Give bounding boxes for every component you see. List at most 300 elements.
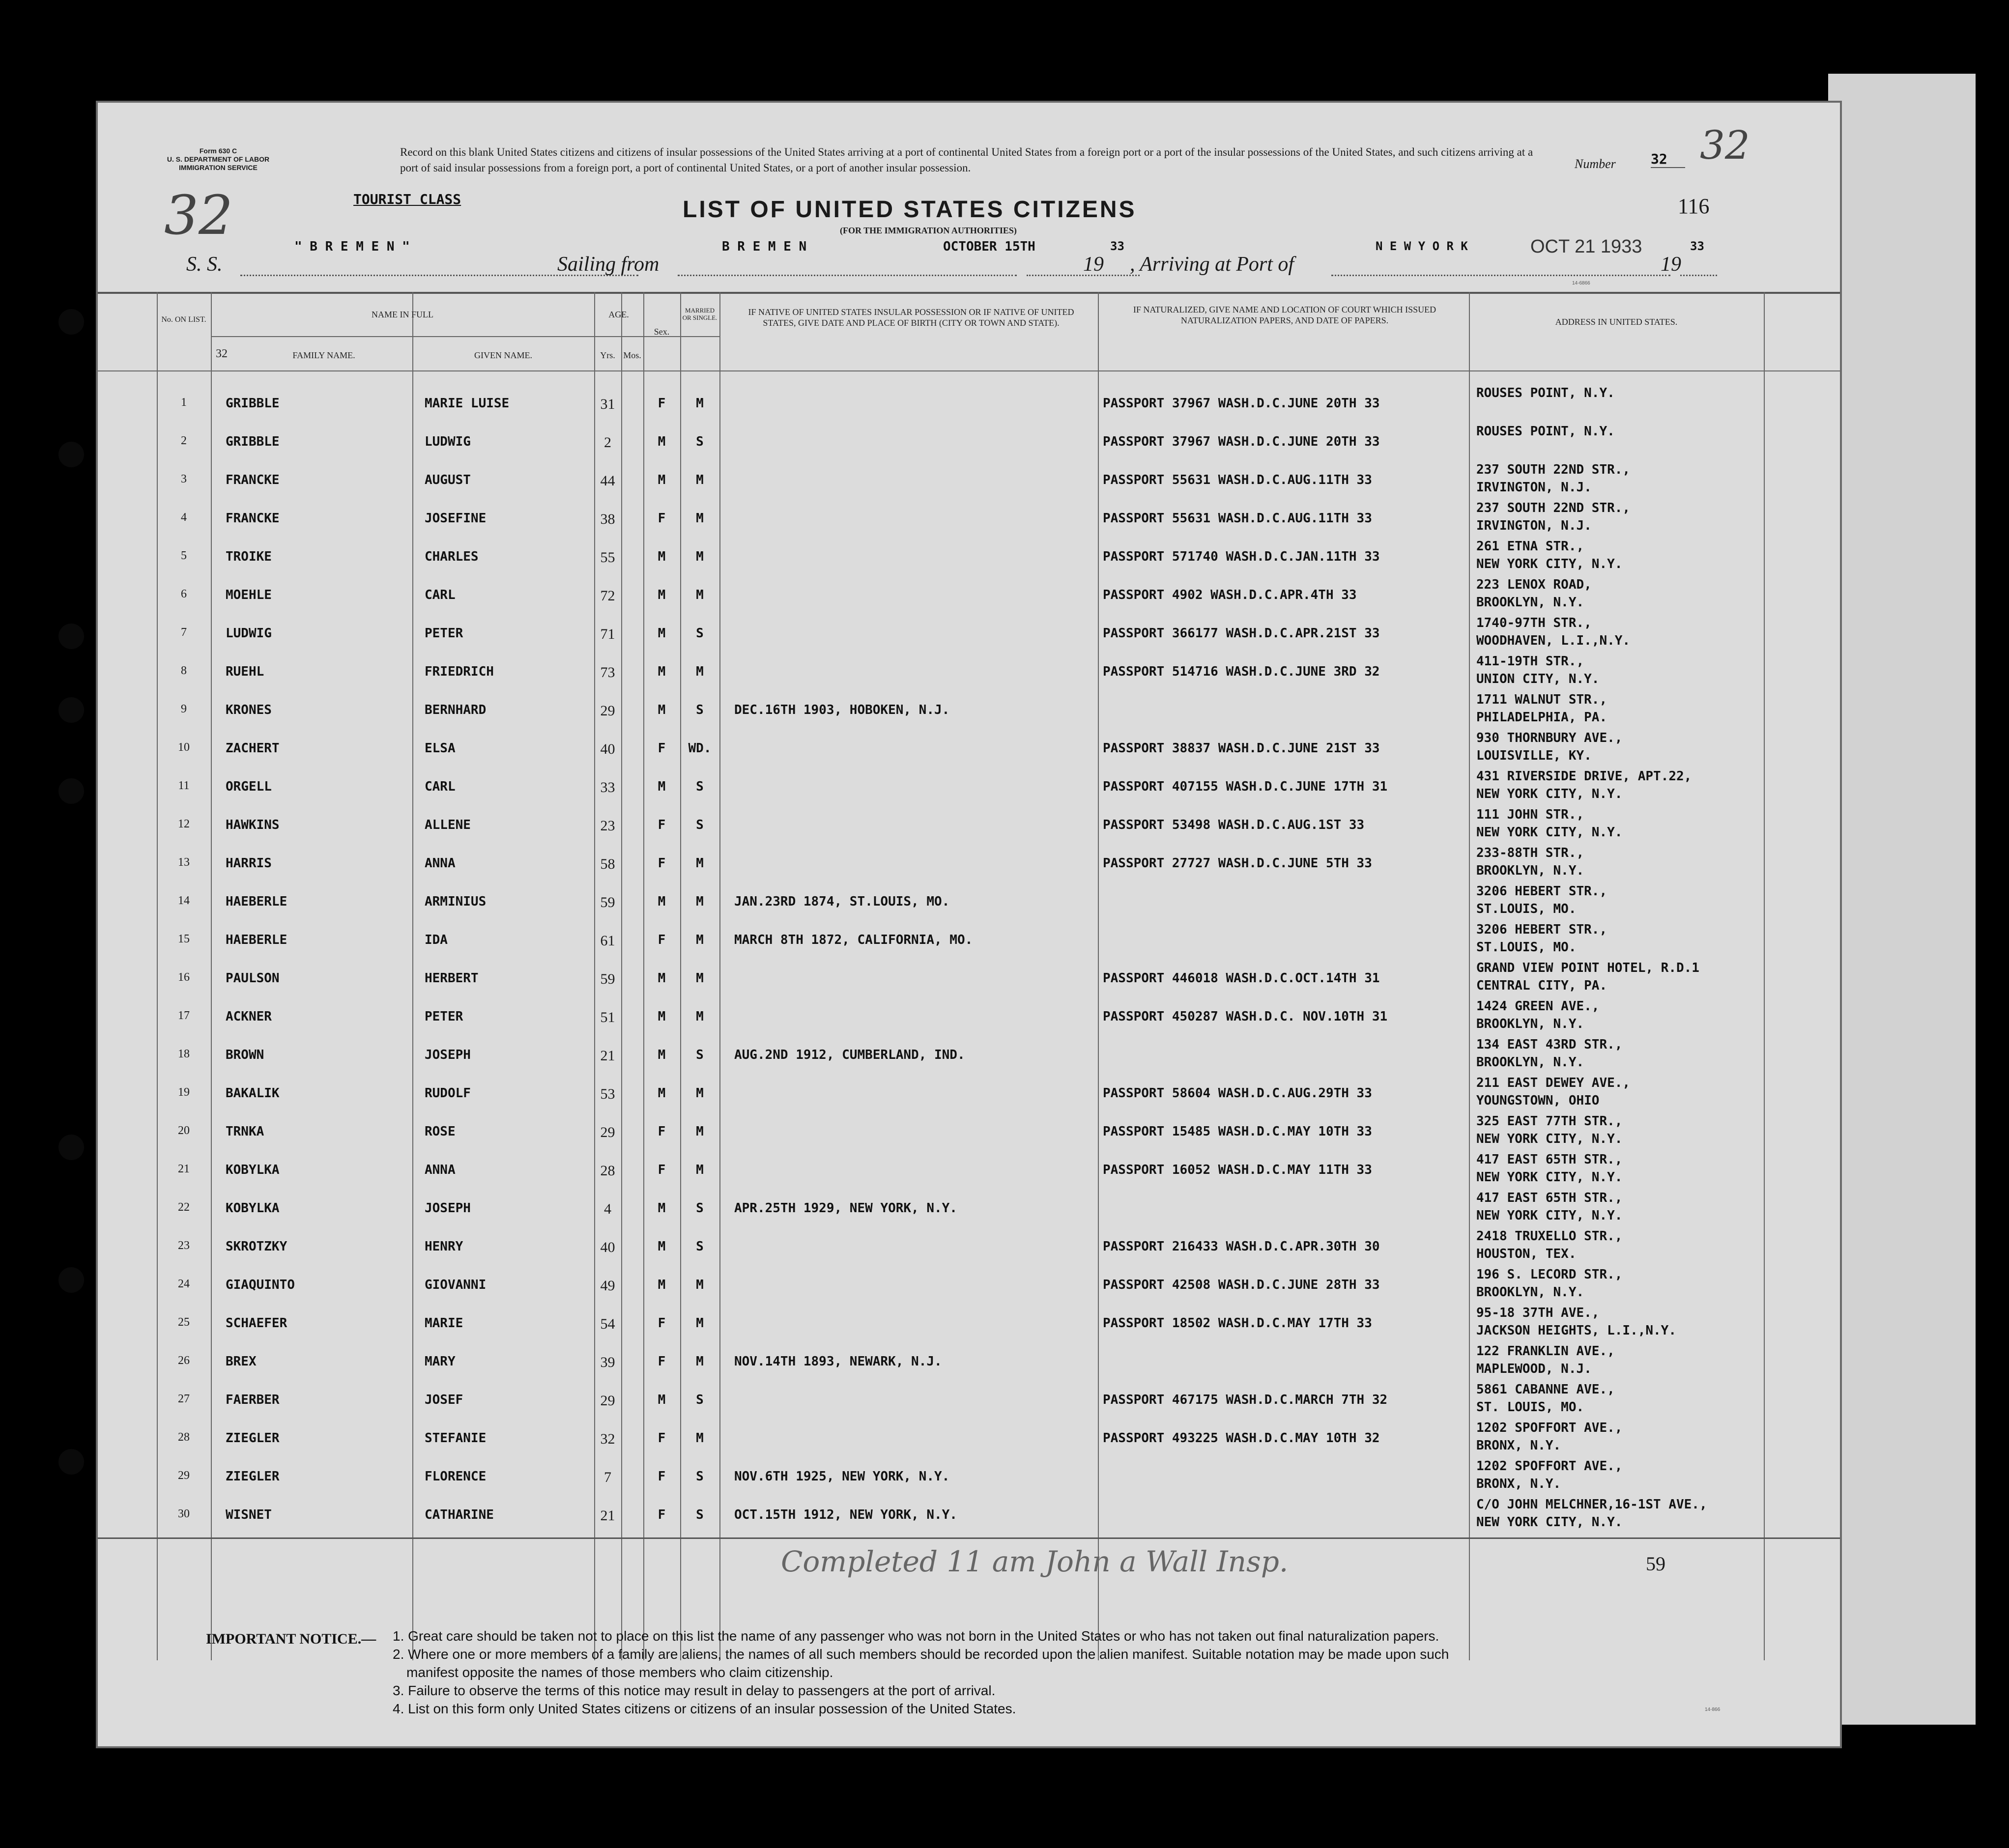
- naturalization-info: PASSPORT 53498 WASH.D.C.AUG.1ST 33: [1103, 818, 1365, 832]
- naturalization-info: PASSPORT 37967 WASH.D.C.JUNE 20TH 33: [1103, 434, 1380, 449]
- arrival-port-line: [1331, 275, 1670, 276]
- notice-1: 1. Great care should be taken not to place on this list the name of any passenger who was not born in the United States or who has not taken out final naturalization papers.: [393, 1628, 1439, 1644]
- family-name: BAKALIK: [226, 1086, 280, 1101]
- given-name: JOSEPH: [425, 1048, 471, 1062]
- address-line-2: WOODHAVEN, L.I.,N.Y.: [1476, 633, 1631, 648]
- birth-info: APR.25TH 1929, NEW YORK, N.Y.: [734, 1201, 957, 1216]
- given-name: ARMINIUS: [425, 894, 487, 909]
- naturalization-info: PASSPORT 407155 WASH.D.C.JUNE 17TH 31: [1103, 779, 1388, 794]
- sex: M: [658, 779, 666, 794]
- address-line-1: 134 EAST 43RD STR.,: [1476, 1037, 1623, 1052]
- address-line-1: 233-88TH STR.,: [1476, 846, 1584, 860]
- sex: F: [658, 1469, 666, 1484]
- arrival-date-stamp: OCT 21 1933: [1530, 236, 1642, 257]
- family-name: KOBYLKA: [226, 1201, 280, 1216]
- marital-status: M: [696, 473, 704, 487]
- marital-status: M: [696, 971, 704, 986]
- address-line-1: 211 EAST DEWEY AVE.,: [1476, 1076, 1631, 1090]
- given-name: IDA: [425, 933, 448, 947]
- given-name: GIOVANNI: [425, 1278, 487, 1292]
- row-number: 14: [178, 894, 190, 907]
- address-line-1: 122 FRANKLIN AVE.,: [1476, 1344, 1615, 1359]
- row-number: 28: [178, 1431, 190, 1444]
- age-years: 29: [600, 1393, 615, 1409]
- footer-form-code: 14-866: [1705, 1707, 1721, 1712]
- given-name: MARIE: [425, 1316, 463, 1331]
- given-name: ALLENE: [425, 818, 471, 832]
- given-name: LUDWIG: [425, 434, 471, 449]
- row-number: 9: [181, 703, 187, 715]
- age-years: 40: [600, 1239, 615, 1255]
- address-line-1: ROUSES POINT, N.Y.: [1476, 424, 1615, 439]
- address: [1476, 1189, 1622, 1224]
- marital-status: WD.: [688, 741, 712, 756]
- family-name: WISNET: [226, 1507, 272, 1522]
- address-line-1: 261 ETNA STR.,: [1476, 539, 1584, 554]
- sex: M: [658, 588, 666, 602]
- address-line-2: NEW YORK CITY, N.Y.: [1476, 1132, 1623, 1146]
- marital-status: M: [696, 1316, 704, 1331]
- naturalization-info: PASSPORT 4902 WASH.D.C.APR.4TH 33: [1103, 588, 1357, 602]
- row-number: 13: [178, 856, 190, 869]
- marital-status: M: [696, 1163, 704, 1177]
- marital-status: S: [696, 434, 704, 449]
- address-line-1: 196 S. LECORD STR.,: [1476, 1267, 1623, 1282]
- completion-note: Completed 11 am John a Wall Insp.: [781, 1545, 1289, 1578]
- address-line-2: IRVINGTON, N.J.: [1476, 480, 1592, 495]
- sex: M: [658, 1048, 666, 1062]
- address-line-1: 237 SOUTH 22ND STR.,: [1476, 462, 1631, 477]
- sex: M: [658, 703, 666, 717]
- col-header-family-prefix: 32: [216, 347, 228, 360]
- age-years: 38: [600, 511, 615, 527]
- naturalization-info: PASSPORT 37967 WASH.D.C.JUNE 20TH 33: [1103, 396, 1380, 411]
- department: U. S. DEPARTMENT OF LABOR: [167, 155, 270, 163]
- address-line-2: YOUNGSTOWN, OHIO: [1476, 1093, 1600, 1108]
- sex: M: [658, 1239, 666, 1254]
- naturalization-info: PASSPORT 571740 WASH.D.C.JAN.11TH 33: [1103, 549, 1380, 564]
- notice-title: IMPORTANT NOTICE.—: [206, 1631, 376, 1647]
- age-years: 21: [600, 1048, 615, 1064]
- address: [1476, 576, 1592, 611]
- address-line-2: NEW YORK CITY, N.Y.: [1476, 787, 1623, 801]
- marital-status: S: [696, 703, 704, 717]
- address-line-1: ROUSES POINT, N.Y.: [1476, 386, 1615, 400]
- given-name: CARL: [425, 779, 456, 794]
- address-line-2: NEW YORK CITY, N.Y.: [1476, 825, 1623, 840]
- sex: F: [658, 741, 666, 756]
- birth-info: NOV.14TH 1893, NEWARK, N.J.: [734, 1354, 942, 1369]
- family-name: MOEHLE: [226, 588, 272, 602]
- age-years: 23: [600, 818, 615, 834]
- given-name: HENRY: [425, 1239, 463, 1254]
- address-line-2: BROOKLYN, N.Y.: [1476, 863, 1584, 878]
- age-years: 29: [600, 703, 615, 719]
- sex: M: [658, 664, 666, 679]
- birth-info: OCT.15TH 1912, NEW YORK, N.Y.: [734, 1507, 957, 1522]
- form-identifier: [142, 147, 294, 172]
- col-header-married: MARRIED OR SINGLE.: [682, 307, 718, 321]
- sex: F: [658, 818, 666, 832]
- notice-2: 2. Where one or more members of a family are aliens, the names of all such members should be recorded upon the alien manifest. Suitable notation may be made upon such: [393, 1647, 1449, 1662]
- address-line-1: 3206 HEBERT STR.,: [1476, 922, 1607, 937]
- family-name: GRIBBLE: [226, 434, 280, 449]
- address: [1476, 614, 1630, 650]
- sex: F: [658, 1354, 666, 1369]
- row-number: 21: [178, 1163, 190, 1175]
- row-number: 4: [181, 511, 187, 524]
- naturalization-info: PASSPORT 27727 WASH.D.C.JUNE 5TH 33: [1103, 856, 1372, 871]
- row-number: 3: [181, 473, 187, 485]
- row-number: 1: [181, 396, 187, 409]
- address-line-2: PHILADELPHIA, PA.: [1476, 710, 1607, 725]
- family-name: FAERBER: [226, 1393, 280, 1407]
- given-name: ELSA: [425, 741, 456, 756]
- address: [1476, 1304, 1676, 1339]
- ss-label: S. S.: [186, 253, 223, 276]
- age-years: 7: [604, 1469, 611, 1485]
- sailing-year-prefix: 19: [1083, 253, 1104, 276]
- address-line-1: 417 EAST 65TH STR.,: [1476, 1191, 1623, 1205]
- arrival-port: N E W Y O R K: [1376, 239, 1468, 253]
- sex: M: [658, 1201, 666, 1216]
- naturalization-info: PASSPORT 55631 WASH.D.C.AUG.11TH 33: [1103, 511, 1372, 526]
- age-years: 32: [600, 1431, 615, 1447]
- address: [1476, 729, 1622, 765]
- marital-status: S: [696, 1507, 704, 1522]
- address-line-2: NEW YORK CITY, N.Y.: [1476, 557, 1623, 571]
- sailing-year: 33: [1110, 239, 1124, 253]
- given-name: FRIEDRICH: [425, 664, 494, 679]
- address: [1476, 1074, 1630, 1109]
- number-typed: 32: [1651, 151, 1685, 168]
- col-header-name-in-full: NAME IN FULL: [372, 310, 433, 319]
- birth-info: JAN.23RD 1874, ST.LOUIS, MO.: [734, 894, 950, 909]
- marital-status: S: [696, 626, 704, 641]
- address: [1476, 1496, 1707, 1531]
- row-number: 10: [178, 741, 190, 754]
- address-line-2: LOUISVILLE, KY.: [1476, 748, 1592, 763]
- given-name: AUGUST: [425, 473, 471, 487]
- age-years: 51: [600, 1009, 615, 1025]
- age-years: 54: [600, 1316, 615, 1332]
- marital-status: M: [696, 856, 704, 871]
- marital-status: M: [696, 664, 704, 679]
- naturalization-info: PASSPORT 446018 WASH.D.C.OCT.14TH 31: [1103, 971, 1380, 986]
- sex: F: [658, 1431, 666, 1446]
- address-line-2: BRONX, N.Y.: [1476, 1477, 1561, 1491]
- col-header-family: FAMILY NAME.: [292, 350, 355, 360]
- marital-status: M: [696, 1354, 704, 1369]
- sex: M: [658, 1393, 666, 1407]
- age-years: 39: [600, 1354, 615, 1370]
- address-line-1: 417 EAST 65TH STR.,: [1476, 1152, 1623, 1167]
- address-line-1: 2418 TRUXELLO STR.,: [1476, 1229, 1623, 1244]
- sex: M: [658, 1086, 666, 1101]
- address: [1476, 997, 1599, 1033]
- family-name: BREX: [226, 1354, 257, 1369]
- naturalization-info: PASSPORT 493225 WASH.D.C.MAY 10TH 32: [1103, 1431, 1380, 1446]
- sailing-from-label: Sailing from: [557, 253, 660, 276]
- list-number-handwritten: 32: [164, 184, 233, 247]
- naturalization-info: PASSPORT 42508 WASH.D.C.JUNE 28TH 33: [1103, 1278, 1380, 1292]
- ship-name: " B R E M E N ": [294, 239, 410, 254]
- age-years: 2: [604, 434, 611, 451]
- age-years: 59: [600, 971, 615, 987]
- marital-status: M: [696, 511, 704, 526]
- family-name: KRONES: [226, 703, 272, 717]
- punch-hole: [58, 624, 84, 649]
- manifest-page: [96, 101, 1842, 1748]
- address-line-1: 1740-97TH STR.,: [1476, 616, 1592, 630]
- row-number: 8: [181, 664, 187, 677]
- sailing-port-line: [678, 275, 1017, 276]
- family-name: SCHAEFER: [226, 1316, 287, 1331]
- row-number: 18: [178, 1048, 190, 1060]
- given-name: CARL: [425, 588, 456, 602]
- header-form-code: 14-6866: [1572, 281, 1590, 286]
- sex: F: [658, 1316, 666, 1331]
- punch-hole: [58, 1449, 84, 1475]
- address-line-1: 237 SOUTH 22ND STR.,: [1476, 501, 1631, 515]
- col-header-mos: Mos.: [623, 350, 641, 360]
- row-number: 22: [178, 1201, 190, 1214]
- birth-info: MARCH 8TH 1872, CALIFORNIA, MO.: [734, 933, 973, 947]
- family-name: ORGELL: [226, 779, 272, 794]
- marital-status: S: [696, 1239, 704, 1254]
- table-bottom-rule: [98, 1537, 1840, 1539]
- marital-status: M: [696, 396, 704, 411]
- punch-hole: [58, 697, 84, 723]
- address: [1476, 768, 1692, 803]
- naturalization-info: PASSPORT 450287 WASH.D.C. NOV.10TH 31: [1103, 1009, 1388, 1024]
- address-line-2: NEW YORK CITY, N.Y.: [1476, 1208, 1623, 1223]
- page-title: LIST OF UNITED STATES CITIZENS: [683, 197, 1137, 223]
- row-number: 16: [178, 971, 190, 984]
- naturalization-info: PASSPORT 58604 WASH.D.C.AUG.29TH 33: [1103, 1086, 1372, 1101]
- family-name: LUDWIG: [226, 626, 272, 641]
- address-line-1: 95-18 37TH AVE.,: [1476, 1306, 1600, 1320]
- address-line-1: 1202 SPOFFORT AVE.,: [1476, 1421, 1623, 1435]
- given-name: HERBERT: [425, 971, 479, 986]
- given-name: JOSEPH: [425, 1201, 471, 1216]
- col-header-age: AGE.: [608, 310, 629, 319]
- given-name: BERNHARD: [425, 703, 487, 717]
- col-divider: [1764, 292, 1765, 1660]
- address: [1476, 1036, 1622, 1071]
- col-divider: [1098, 292, 1099, 1660]
- form-number: Form 630 C: [199, 147, 237, 155]
- naturalization-info: PASSPORT 55631 WASH.D.C.AUG.11TH 33: [1103, 473, 1372, 487]
- address: [1476, 882, 1607, 918]
- naturalization-info: PASSPORT 514716 WASH.D.C.JUNE 3RD 32: [1103, 664, 1380, 679]
- age-years: 4: [604, 1201, 611, 1217]
- age-years: 29: [600, 1124, 615, 1140]
- address-line-1: 223 LENOX ROAD,: [1476, 577, 1592, 592]
- address-line-1: GRAND VIEW POINT HOTEL, R.D.1: [1476, 961, 1699, 975]
- naturalization-info: PASSPORT 467175 WASH.D.C.MARCH 7TH 32: [1103, 1393, 1388, 1407]
- row-number: 30: [178, 1507, 190, 1520]
- family-name: GRIBBLE: [226, 396, 280, 411]
- col-divider: [211, 292, 212, 1660]
- notice-3: 3. Failure to observe the terms of this notice may result in delay to passengers at the port of arrival.: [393, 1683, 996, 1698]
- naturalization-info: PASSPORT 38837 WASH.D.C.JUNE 21ST 33: [1103, 741, 1380, 756]
- passenger-table: [98, 292, 1840, 1660]
- address-line-2: NEW YORK CITY, N.Y.: [1476, 1515, 1623, 1530]
- marital-status: M: [696, 1086, 704, 1101]
- sex: F: [658, 1507, 666, 1522]
- given-name: JOSEF: [425, 1393, 463, 1407]
- address-line-2: BROOKLYN, N.Y.: [1476, 595, 1584, 610]
- naturalization-info: PASSPORT 366177 WASH.D.C.APR.21ST 33: [1103, 626, 1380, 641]
- given-name: ROSE: [425, 1124, 456, 1139]
- address: [1476, 1381, 1615, 1416]
- sex: M: [658, 1278, 666, 1292]
- naturalization-info: PASSPORT 18502 WASH.D.C.MAY 17TH 33: [1103, 1316, 1372, 1331]
- address: [1476, 499, 1630, 535]
- address: [1476, 959, 1699, 995]
- address: [1476, 691, 1607, 726]
- naturalization-info: PASSPORT 15485 WASH.D.C.MAY 10TH 33: [1103, 1124, 1372, 1139]
- col-header-naturalized: IF NATURALIZED, GIVE NAME AND LOCATION OF COURT WHICH ISSUED NATURALIZATION PAPERS, AND DATE OF PAPERS.: [1133, 305, 1436, 325]
- sex: F: [658, 511, 666, 526]
- sex: F: [658, 396, 666, 411]
- address-line-1: 111 JOHN STR.,: [1476, 807, 1584, 822]
- address-line-1: 411-19TH STR.,: [1476, 654, 1584, 669]
- marital-status: M: [696, 1278, 704, 1292]
- age-years: 61: [600, 933, 615, 949]
- col-divider: [719, 292, 720, 1660]
- punch-hole: [58, 778, 84, 804]
- col-header-given: GIVEN NAME.: [474, 350, 532, 360]
- family-name: GIAQUINTO: [226, 1278, 295, 1292]
- marital-status: M: [696, 894, 704, 909]
- binder-edge: [1828, 74, 1976, 1725]
- address-line-1: 5861 CABANNE AVE.,: [1476, 1382, 1615, 1397]
- family-name: ACKNER: [226, 1009, 272, 1024]
- marital-status: M: [696, 1124, 704, 1139]
- row-number: 7: [181, 626, 187, 639]
- address: [1476, 1151, 1622, 1186]
- age-years: 55: [600, 549, 615, 566]
- address-line-2: ST. LOUIS, MO.: [1476, 1400, 1584, 1415]
- service: IMMIGRATION SERVICE: [179, 164, 258, 171]
- sex: F: [658, 933, 666, 947]
- family-name: HAEBERLE: [226, 894, 287, 909]
- address: [1476, 423, 1615, 440]
- address-line-1: 1711 WALNUT STR.,: [1476, 692, 1607, 707]
- family-name: ZIEGLER: [226, 1431, 280, 1446]
- sailing-date: OCTOBER 15TH: [943, 239, 1035, 254]
- row-number: 2: [181, 434, 187, 447]
- punch-hole: [58, 1135, 84, 1160]
- address-line-2: IRVINGTON, N.J.: [1476, 518, 1592, 533]
- address: [1476, 1112, 1622, 1148]
- sex: M: [658, 434, 666, 449]
- table-header-rule: [98, 370, 1840, 371]
- col-divider: [412, 292, 413, 1660]
- sex: M: [658, 473, 666, 487]
- address-line-2: CENTRAL CITY, PA.: [1476, 978, 1607, 993]
- record-instructions: Record on this blank United States citizens and citizens of insular possessions of the United States arriving at a port of continental United States from a foreign port or a port of the insular possessions of the United States, and such citizens arriving at a port of said insular possessions from a foreign port, a port of continental United States, or a port of another insular possession.: [400, 146, 1533, 174]
- row-number: 27: [178, 1393, 190, 1405]
- address-line-2: ST.LOUIS, MO.: [1476, 902, 1577, 916]
- sex: F: [658, 1124, 666, 1139]
- passenger-count: 59: [1646, 1553, 1665, 1575]
- age-years: 59: [600, 894, 615, 910]
- sex: M: [658, 549, 666, 564]
- given-name: ANNA: [425, 856, 456, 871]
- sex: M: [658, 894, 666, 909]
- arrival-year-line: [1680, 275, 1717, 276]
- family-name: BROWN: [226, 1048, 264, 1062]
- address-line-2: NEW YORK CITY, N.Y.: [1476, 1170, 1623, 1185]
- row-number: 15: [178, 933, 190, 945]
- address-line-1: C/O JOHN MELCHNER,16-1ST AVE.,: [1476, 1497, 1707, 1512]
- marital-status: S: [696, 1469, 704, 1484]
- marital-status: S: [696, 1393, 704, 1407]
- given-name: STEFANIE: [425, 1431, 487, 1446]
- age-years: 33: [600, 779, 615, 796]
- given-name: JOSEFINE: [425, 511, 487, 526]
- row-number: 19: [178, 1086, 190, 1099]
- sex: M: [658, 971, 666, 986]
- arrival-year: 33: [1690, 239, 1704, 253]
- address: [1476, 921, 1607, 956]
- family-name: KOBYLKA: [226, 1163, 280, 1177]
- address-line-1: 325 EAST 77TH STR.,: [1476, 1114, 1623, 1129]
- birth-info: DEC.16TH 1903, HOBOKEN, N.J.: [734, 703, 950, 717]
- sex: M: [658, 1009, 666, 1024]
- punch-hole: [58, 309, 84, 335]
- col-header-sex: Sex.: [654, 327, 670, 337]
- age-years: 73: [600, 664, 615, 681]
- given-name: CHARLES: [425, 549, 479, 564]
- age-years: 49: [600, 1278, 615, 1294]
- address-line-2: UNION CITY, N.Y.: [1476, 672, 1600, 686]
- address: [1476, 1266, 1622, 1301]
- marital-status: S: [696, 818, 704, 832]
- family-name: RUEHL: [226, 664, 264, 679]
- address: [1476, 806, 1622, 841]
- col-header-address: ADDRESS IN UNITED STATES.: [1555, 317, 1678, 327]
- family-name: HAWKINS: [226, 818, 280, 832]
- row-number: 20: [178, 1124, 190, 1137]
- col-header-no: No. ON LIST.: [161, 315, 206, 324]
- age-years: 21: [600, 1507, 615, 1524]
- address: [1476, 653, 1599, 688]
- given-name: PETER: [425, 1009, 463, 1024]
- given-name: PETER: [425, 626, 463, 641]
- family-name: ZACHERT: [226, 741, 280, 756]
- given-name: MARY: [425, 1354, 456, 1369]
- given-name: MARIE LUISE: [425, 396, 510, 411]
- marital-status: S: [696, 779, 704, 794]
- address: [1476, 1342, 1615, 1378]
- family-name: FRANCKE: [226, 473, 280, 487]
- row-number: 11: [178, 779, 190, 792]
- marital-status: M: [696, 588, 704, 602]
- address: [1476, 538, 1622, 573]
- age-years: 28: [600, 1163, 615, 1179]
- address-line-1: 3206 HEBERT STR.,: [1476, 884, 1607, 899]
- age-years: 40: [600, 741, 615, 757]
- row-number: 26: [178, 1354, 190, 1367]
- row-number: 6: [181, 588, 187, 600]
- address-line-2: ST.LOUIS, MO.: [1476, 940, 1577, 955]
- sex: F: [658, 856, 666, 871]
- arrival-year-prefix: 19: [1661, 253, 1681, 276]
